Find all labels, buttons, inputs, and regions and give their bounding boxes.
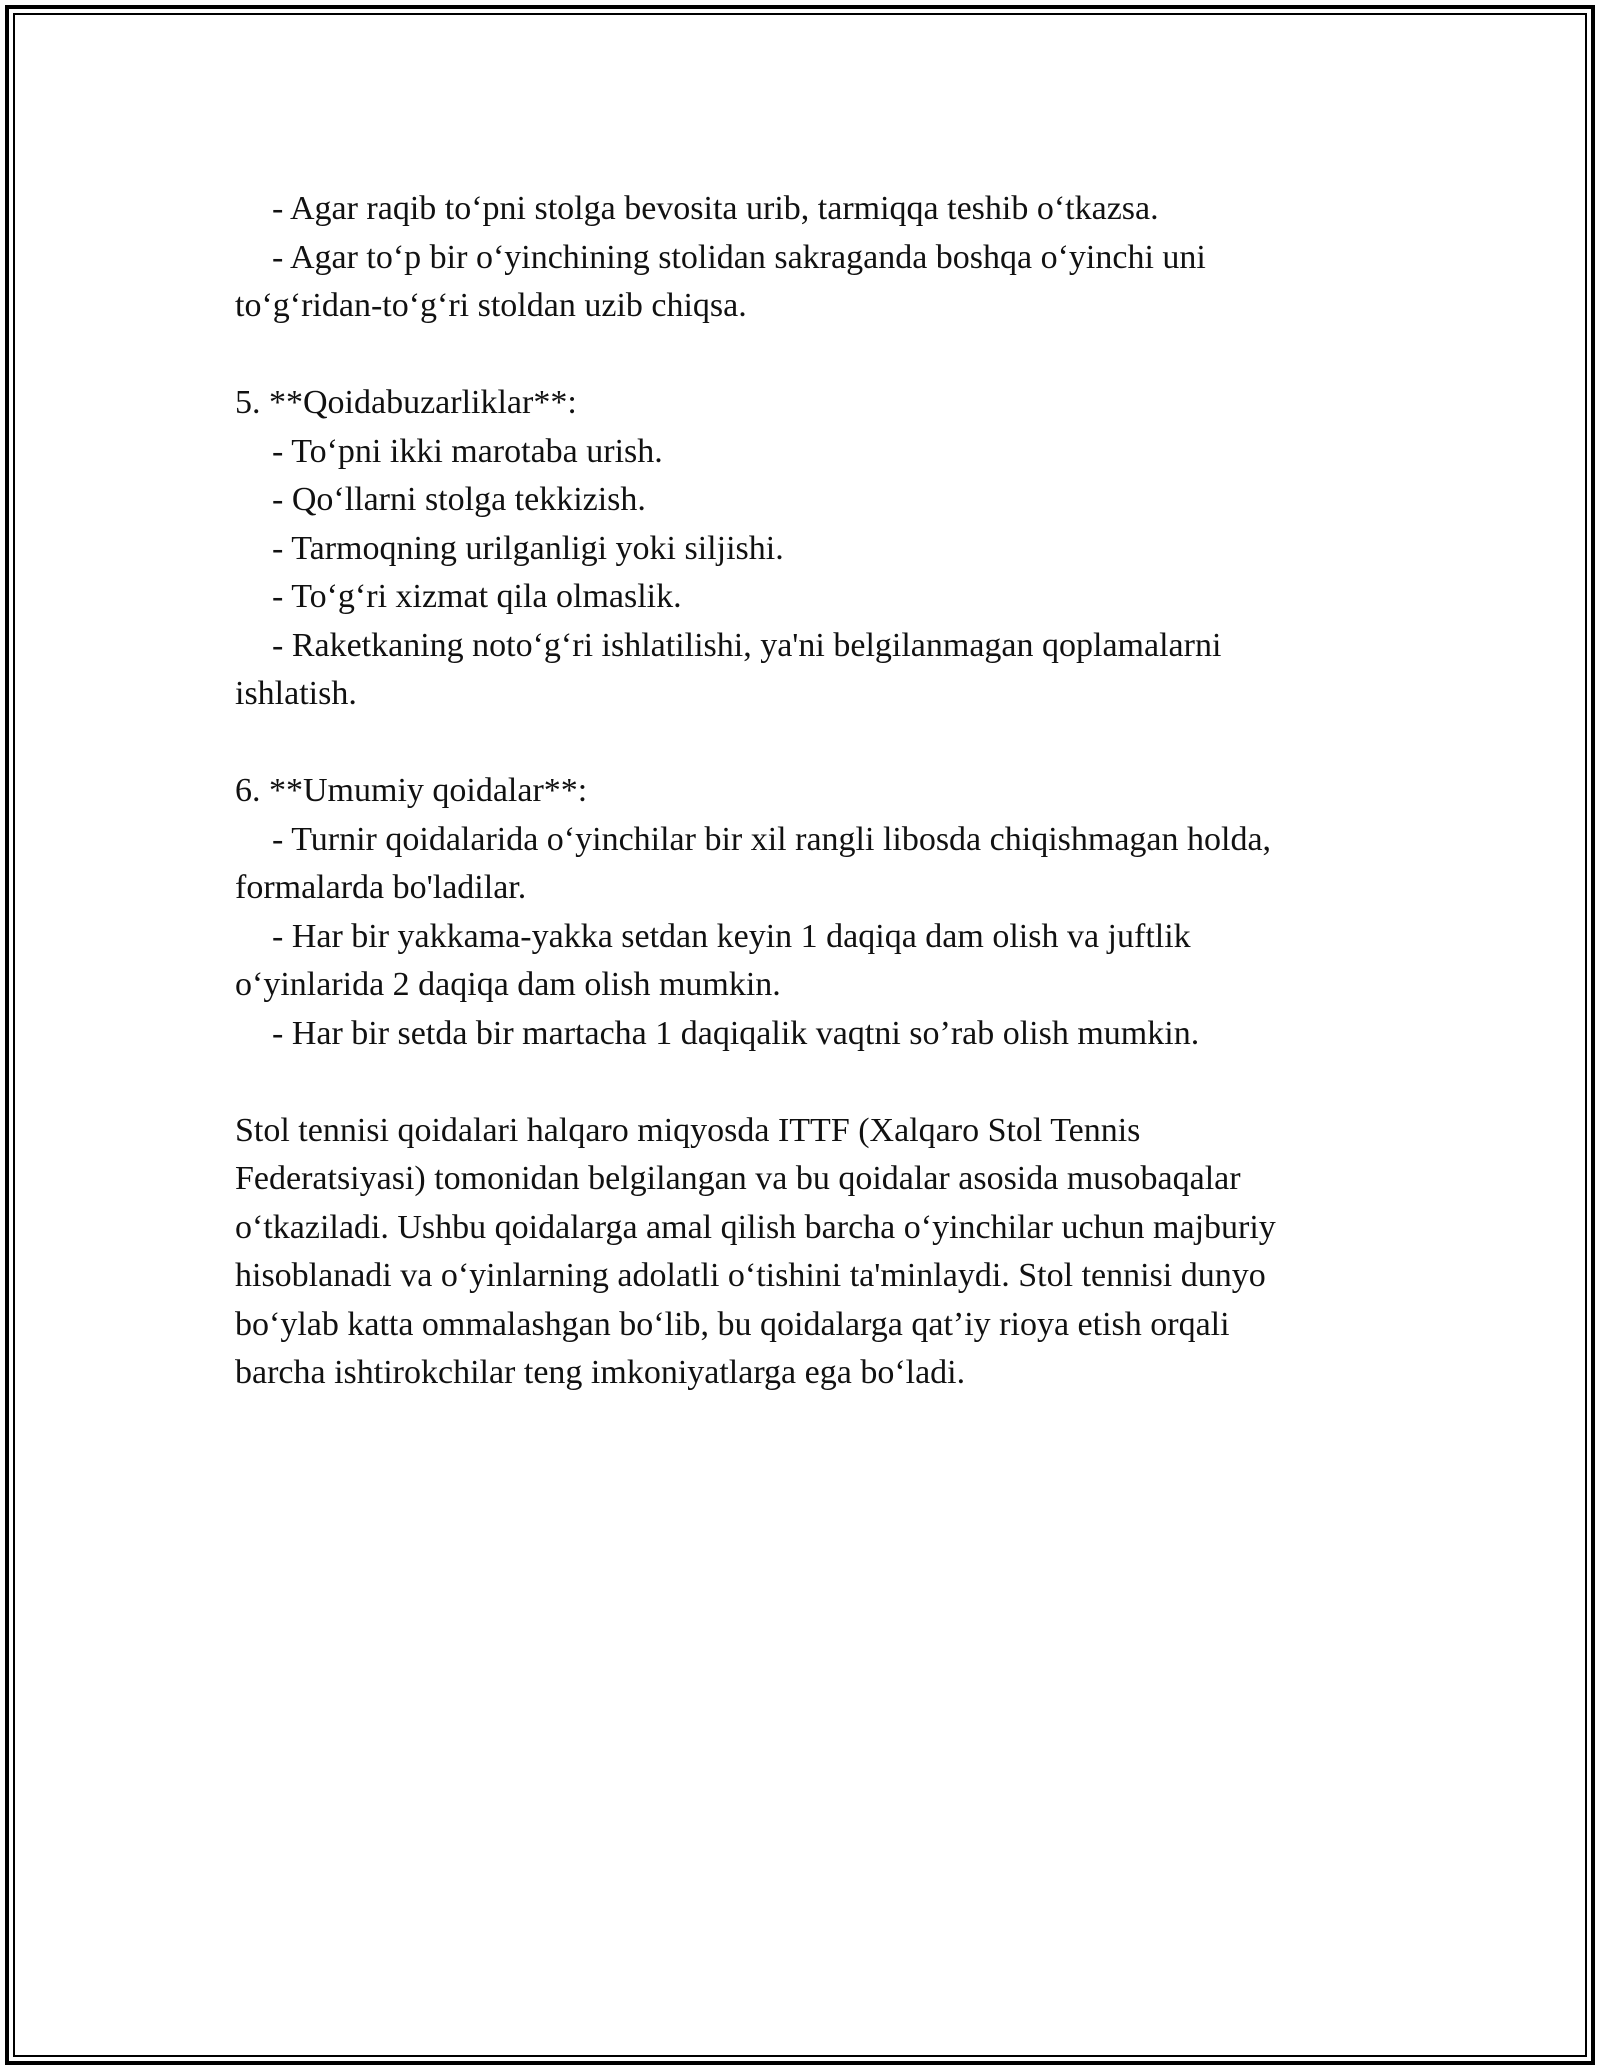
bullet-line: - To‘pni ikki marotaba urish. (272, 432, 663, 470)
paragraph-gap (235, 719, 1365, 768)
continuation-line: formalarda bo'ladilar. (235, 869, 527, 906)
bullet-line: - Agar to‘p bir o‘yinchining stolidan sakraganda boshqa o‘yinchi uni (272, 238, 1206, 276)
bullet-line: - Qo‘llarni stolga tekkizish. (272, 481, 646, 518)
bullet-line: - Tarmoqning urilganligi yoki siljishi. (272, 529, 784, 567)
closing-paragraph-line: Federatsiyasi) tomonidan belgilangan va bu qoidalar asosida musobaqalar (235, 1160, 1241, 1197)
paragraph-gap (235, 331, 1365, 380)
paragraph-gap (235, 1058, 1365, 1107)
section-5-heading: 5. **Qoidabuzarliklar**: (235, 384, 577, 421)
closing-paragraph-line: bo‘ylab katta ommalashgan bo‘lib, bu qoidalarga qat’iy rioya etish orqali (235, 1305, 1230, 1343)
continuation-line: ishlatish. (235, 675, 357, 712)
bullet-line: - Har bir yakkama-yakka setdan keyin 1 daqiqa dam olish va juftlik (272, 917, 1191, 955)
bullet-line: - Agar raqib to‘pni stolga bevosita urib, tarmiqqa teshib o‘tkazsa. (272, 190, 1159, 227)
continuation-line: o‘yinlarida 2 daqiqa dam olish mumkin. (235, 966, 781, 1003)
section-6-heading: 6. **Umumiy qoidalar**: (235, 772, 588, 809)
continuation-line: to‘g‘ridan-to‘g‘ri stoldan uzib chiqsa. (235, 287, 747, 324)
bullet-line: - Raketkaning noto‘g‘ri ishlatilishi, ya'ni belgilanmagan qoplamalarni (272, 626, 1222, 664)
bullet-line: - Har bir setda bir martacha 1 daqiqalik vaqtni so’rab olish mumkin. (272, 1014, 1200, 1052)
bullet-line: - Turnir qoidalarida o‘yinchilar bir xil rangli libosda chiqishmagan holda, (272, 820, 1272, 858)
closing-paragraph-line: barcha ishtirokchilar teng imkoniyatlarga ega bo‘ladi. (235, 1354, 966, 1391)
document-body (235, 185, 1365, 1398)
closing-paragraph-line: o‘tkaziladi. Ushbu qoidalarga amal qilish barcha o‘yinchilar uchun majburiy (235, 1208, 1276, 1246)
closing-paragraph-line: hisoblanadi va o‘yinlarning adolatli o‘tishini ta'minlaydi. Stol tennisi dunyo (235, 1257, 1266, 1294)
closing-paragraph-line: Stol tennisi qoidalari halqaro miqyosda ITTF (Xalqaro Stol Tennis (235, 1111, 1141, 1149)
bullet-line: - To‘g‘ri xizmat qila olmaslik. (272, 578, 682, 615)
